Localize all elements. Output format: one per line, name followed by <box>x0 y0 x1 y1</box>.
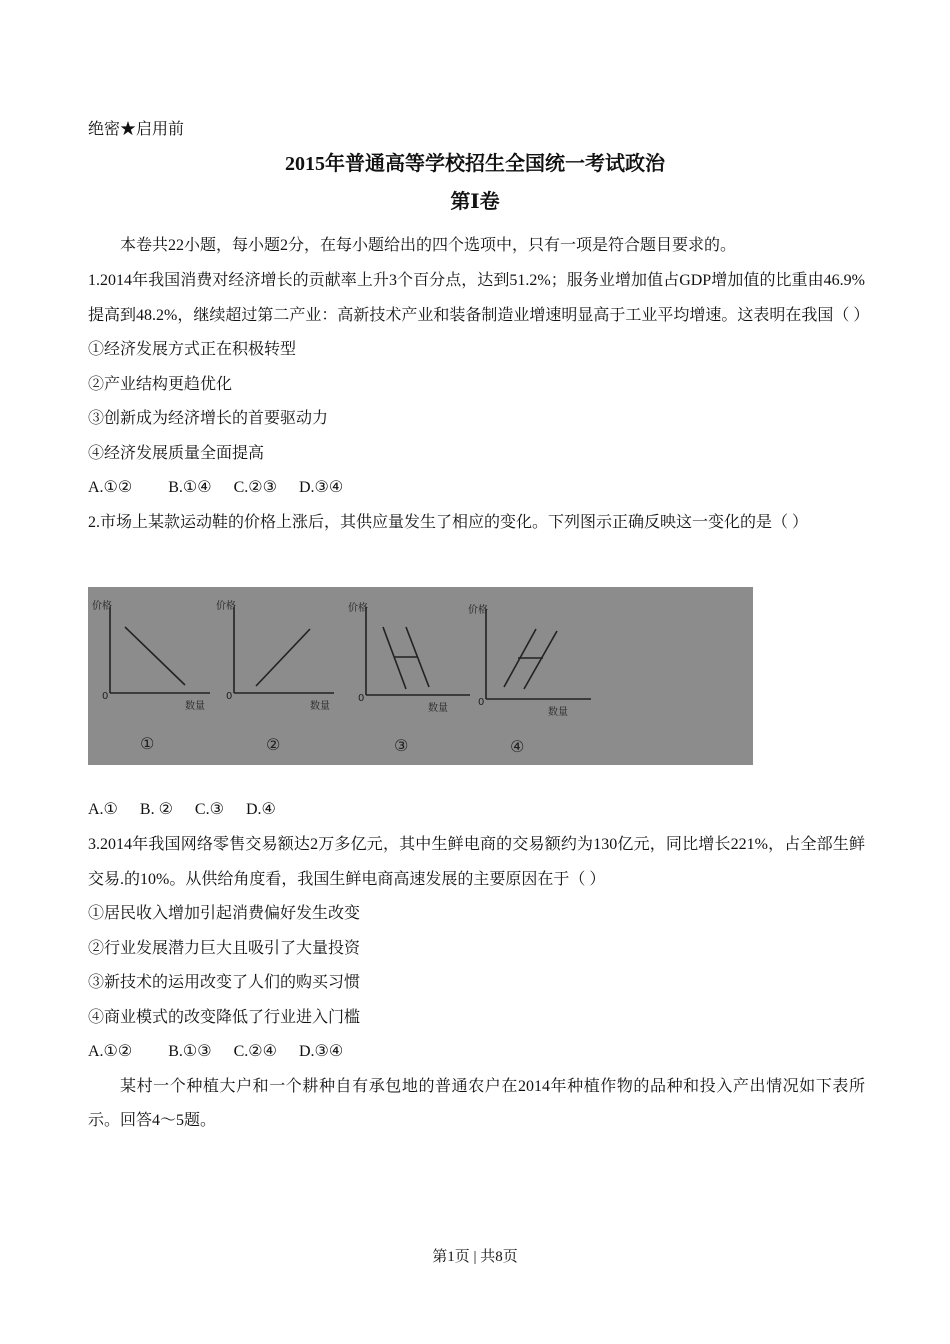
option-d: D.③④ <box>298 479 344 496</box>
option-d: D.③④ <box>298 1043 344 1060</box>
statement: ③新技术的运用改变了人们的购买习惯 <box>88 974 361 991</box>
statement: ①居民收入增加引起消费偏好发生改变 <box>88 905 361 922</box>
origin-label: 0 <box>102 691 109 702</box>
statement: ④商业模式的改变降低了行业进入门槛 <box>88 1008 361 1026</box>
answer-options <box>88 471 865 506</box>
option-c: C.②③ <box>233 479 277 496</box>
question-stem: 2.市场上某款运动鞋的价格上涨后，其供应量发生了相应的变化。下列图示正确反映这一变化的是（ ） <box>88 513 809 531</box>
option-b: B. ② <box>139 801 173 818</box>
statement: ③创新成为经济增长的首要驱动力 <box>88 410 329 427</box>
volume-title: 第Ⅰ卷 <box>450 191 500 213</box>
confidential-label: 绝密★启用前 <box>88 121 185 138</box>
x-axis-label: 数量 <box>428 703 448 714</box>
option-a: A.① <box>88 801 118 818</box>
origin-label: 0 <box>478 697 485 708</box>
question-3 <box>88 828 865 1139</box>
panel-label: ③ <box>394 736 409 755</box>
statement: ④经济发展质量全面提高 <box>88 444 265 462</box>
x-axis-label: 数量 <box>310 701 330 712</box>
x-axis-label: 数量 <box>548 707 568 718</box>
panel-label: ④ <box>510 737 525 756</box>
option-d: D.④ <box>245 801 276 818</box>
option-a: A.①② <box>88 1043 133 1060</box>
y-axis-label: 价格 <box>348 603 368 614</box>
page-footer: 第1页 | 共8页 <box>432 1249 518 1265</box>
option-c: C.②④ <box>233 1043 277 1060</box>
statement: ②产业结构更趋优化 <box>88 375 233 393</box>
option-b: B.①③ <box>168 1043 212 1060</box>
question-stem: 1.2014年我国消费对经济增长的贡献率上升3个百分点，达到51.2%；服务业增加值占GDP增加值的比重由46.9%提高到48.2%，继续超过第二产业：高新技术产业和装备制造业增速明显高于工业平均增速。这表明在我国（ ） <box>88 272 870 324</box>
instructions: 本卷共22小题，每小题2分，在每小题给出的四个选项中，只有一项是符合题目要求的。 <box>120 237 737 254</box>
option-b: B.①④ <box>168 479 212 496</box>
panel-label: ② <box>266 735 281 754</box>
y-axis-label: 价格 <box>468 605 488 616</box>
y-axis-label: 价格 <box>216 601 236 612</box>
option-c: C.③ <box>194 801 224 818</box>
supply-graphs-figure <box>88 587 753 765</box>
statement: ②行业发展潜力巨大且吸引了大量投资 <box>88 939 361 957</box>
statement: ①经济发展方式正在积极转型 <box>88 341 297 358</box>
origin-label: 0 <box>358 693 365 704</box>
answer-options <box>88 1035 865 1070</box>
question-1 <box>88 264 870 540</box>
x-axis-label: 数量 <box>185 701 205 712</box>
question-stem: 3.2014年我国网络零售交易额达2万多亿元，其中生鲜电商的交易额约为130亿元，同比增长221%，占全部生鲜交易.的10%。从供给角度看，我国生鲜电商高速发展的主要原因在于（ ） <box>88 836 865 888</box>
y-axis-label: 价格 <box>92 601 112 612</box>
question-2-options <box>88 793 865 828</box>
exam-title: 2015年普通高等学校招生全国统一考试政治 <box>285 153 665 175</box>
origin-label: 0 <box>226 691 233 702</box>
material-intro: 某村一个种植大户和一个耕种自有承包地的普通农户在2014年种植作物的品种和投入产出情况如下表所示。回答4～5题。 <box>88 1077 865 1129</box>
panel-label: ① <box>140 734 155 753</box>
option-a: A.①② <box>88 479 133 496</box>
